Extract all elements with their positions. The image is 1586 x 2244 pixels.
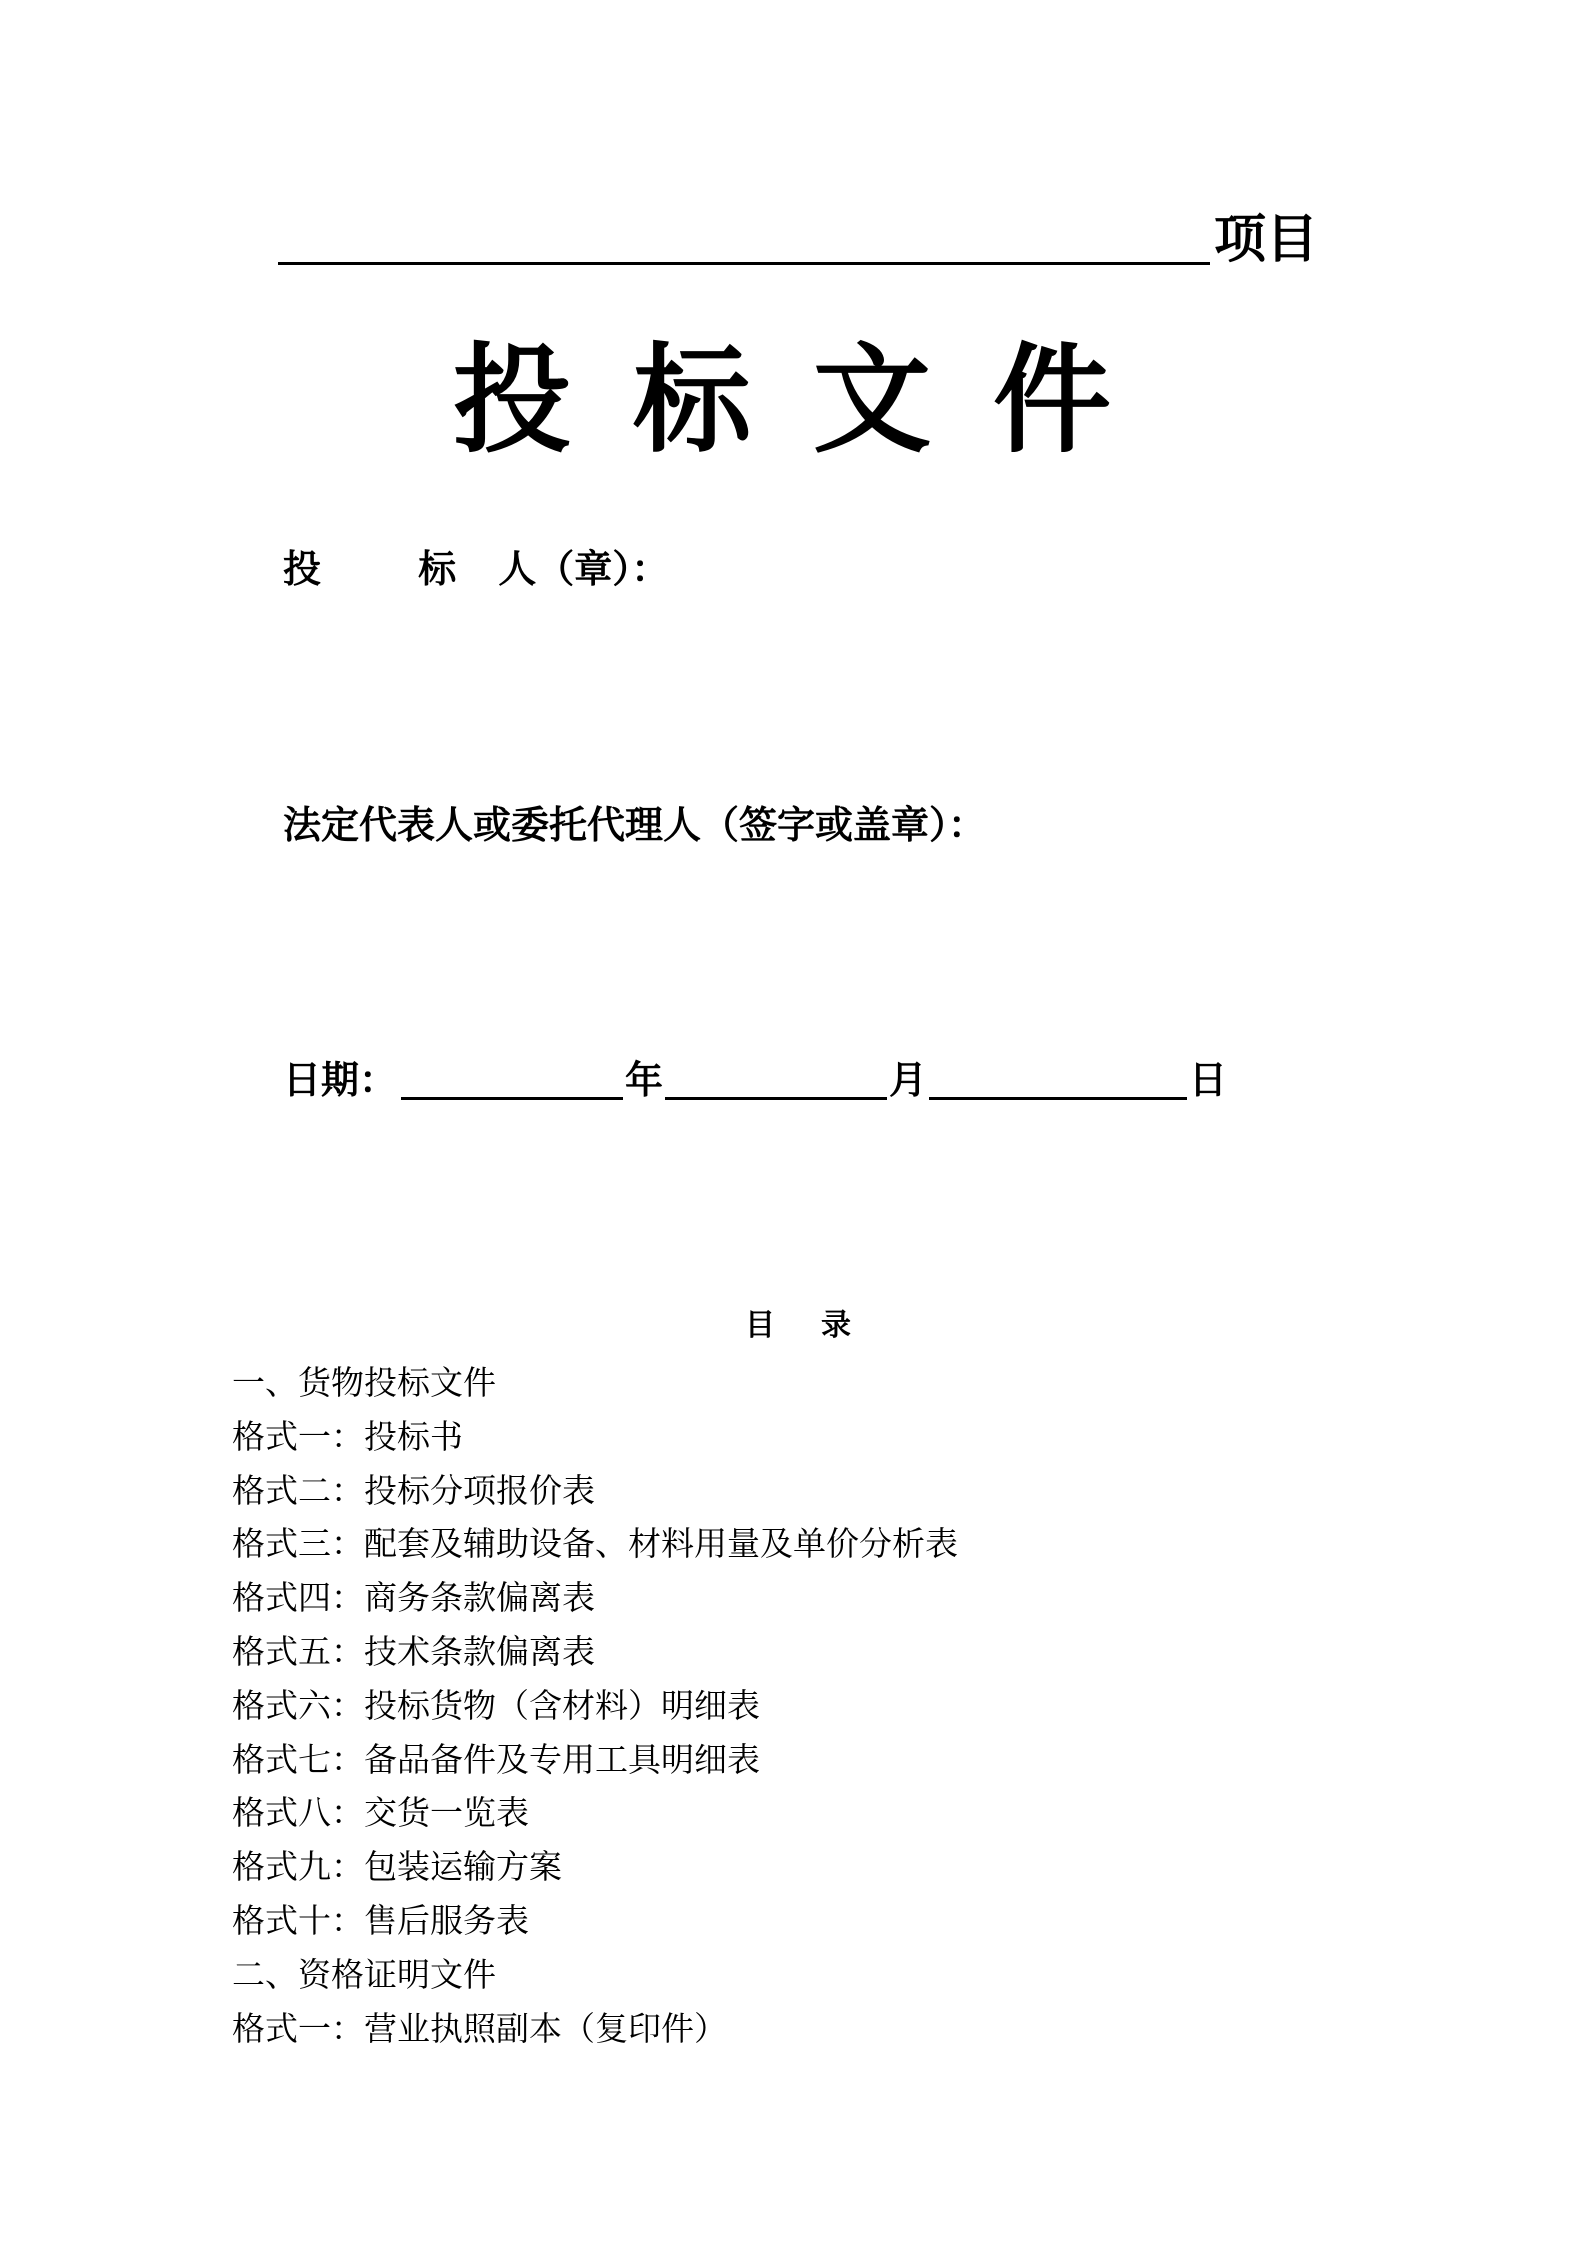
toc-item: 格式一：营业执照副本（复印件） [232, 2008, 727, 2048]
toc-item: 格式十：售后服务表 [232, 1900, 529, 1940]
representative-signature-field: 法定代表人或委托代理人（签字或盖章）： [283, 803, 987, 847]
project-suffix: 项目 [1213, 210, 1318, 270]
project-name-line [278, 205, 1318, 275]
toc-item: 格式八：交货一览表 [232, 1793, 529, 1833]
toc-item: 格式三：配套及辅助设备、材料用量及单价分析表 [232, 1524, 958, 1564]
month-label: 月 [889, 1058, 928, 1102]
month-blank[interactable] [665, 1053, 887, 1100]
project-name-blank[interactable] [278, 210, 1210, 265]
day-label: 日 [1189, 1058, 1228, 1102]
toc-item: 格式五：技术条款偏离表 [232, 1631, 595, 1671]
toc-item: 格式六：投标货物（含材料）明细表 [232, 1685, 760, 1725]
year-blank[interactable] [401, 1053, 623, 1100]
bidder-label-part1: 投 标 [283, 547, 499, 591]
toc-item: 格式一：投标书 [232, 1416, 463, 1456]
toc-heading: 目录 [745, 1308, 897, 1343]
table-of-contents [232, 1356, 958, 2055]
day-blank[interactable] [929, 1053, 1187, 1100]
bidder-seal-field [283, 544, 669, 594]
toc-item: 格式九：包装运输方案 [232, 1847, 562, 1887]
toc-item: 格式七：备品备件及专用工具明细表 [232, 1739, 760, 1779]
document-title: 投标文件 [452, 331, 1173, 469]
toc-item: 格式四：商务条款偏离表 [232, 1578, 595, 1618]
toc-item: 格式二：投标分项报价表 [232, 1470, 595, 1510]
toc-item: 一、货物投标文件 [232, 1363, 496, 1402]
toc-item: 二、资格证明文件 [232, 1954, 496, 1994]
date-label: 日期： [283, 1058, 398, 1102]
year-label: 年 [625, 1058, 664, 1102]
bidder-label-part2: 人（章）： [498, 547, 670, 591]
date-field [283, 1052, 1227, 1108]
